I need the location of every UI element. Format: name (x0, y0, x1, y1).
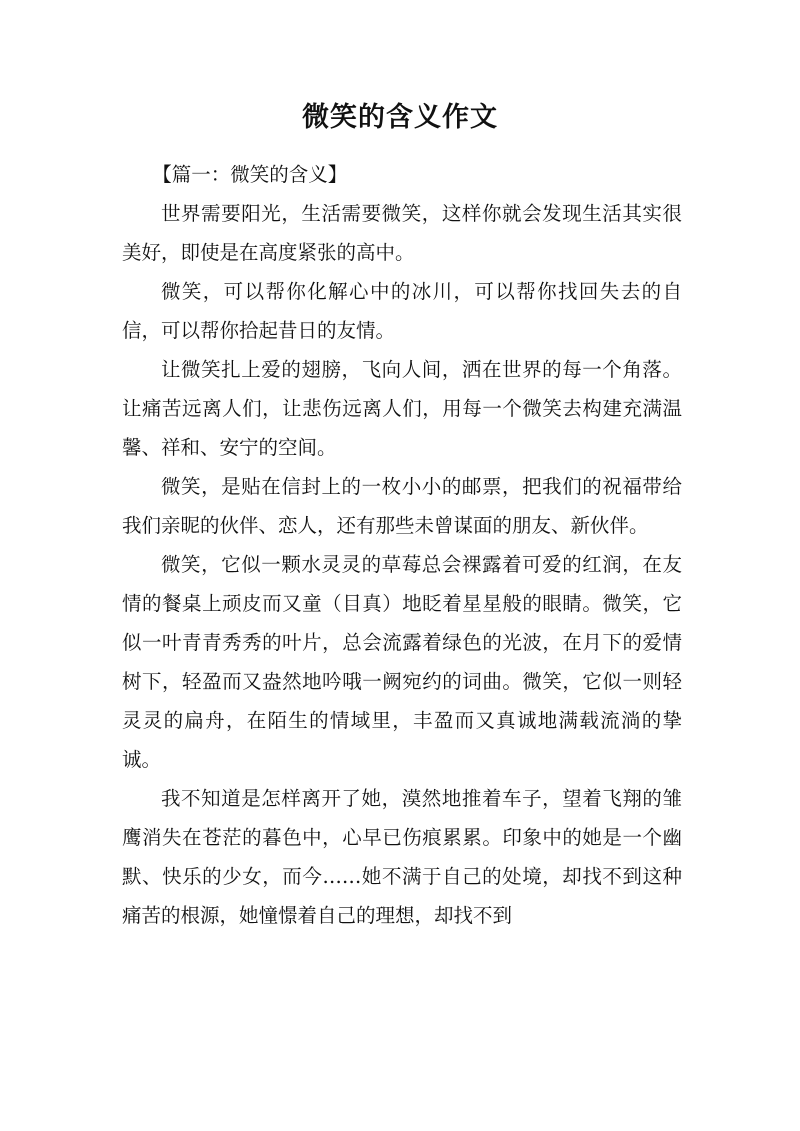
document-title: 微笑的含义作文 (302, 102, 498, 133)
paragraph: 我不知道是怎样离开了她，漠然地推着车子，望着飞翔的雏鹰消失在苍茫的暮色中，心早已伤痕累累。印象中的她是一个幽默、快乐的少女，而今……她不满于自己的处境，却找不到这种痛苦的根源，她憧憬着自己的理想，却找不到 (122, 787, 682, 927)
section-heading: 【篇一：微笑的含义】 (152, 163, 348, 186)
paragraph: 微笑，它似一颗水灵灵的草莓总会裸露着可爱的红润，在友情的餐桌上顽皮而又童（目真）地眨着星星般的眼睛。微笑，它似一叶青青秀秀的叶片，总会流露着绿色的光波，在月下的爱情树下，轻盈而又盎然地吟哦一阙宛约的词曲。微笑，它似一则轻灵灵的扁舟，在陌生的情域里，丰盈而又真诚地满载流淌的挚诚。 (122, 553, 682, 771)
paragraph: 世界需要阳光，生活需要微笑，这样你就会发现生活其实很美好，即使是在高度紧张的高中。 (122, 202, 682, 264)
paragraph: 微笑，可以帮你化解心中的冰川，可以帮你找回失去的自信，可以帮你拾起昔日的友情。 (122, 280, 682, 342)
paragraph: 让微笑扎上爱的翅膀，飞向人间，洒在世界的每一个角落。让痛苦远离人们，让悲伤远离人们，用每一个微笑去构建充满温馨、祥和、安宁的空间。 (122, 358, 682, 459)
paragraph: 微笑，是贴在信封上的一枚小小的邮票，把我们的祝福带给我们亲昵的伙伴、恋人，还有那些未曾谋面的朋友、新伙伴。 (122, 475, 682, 537)
document-body (122, 155, 682, 935)
